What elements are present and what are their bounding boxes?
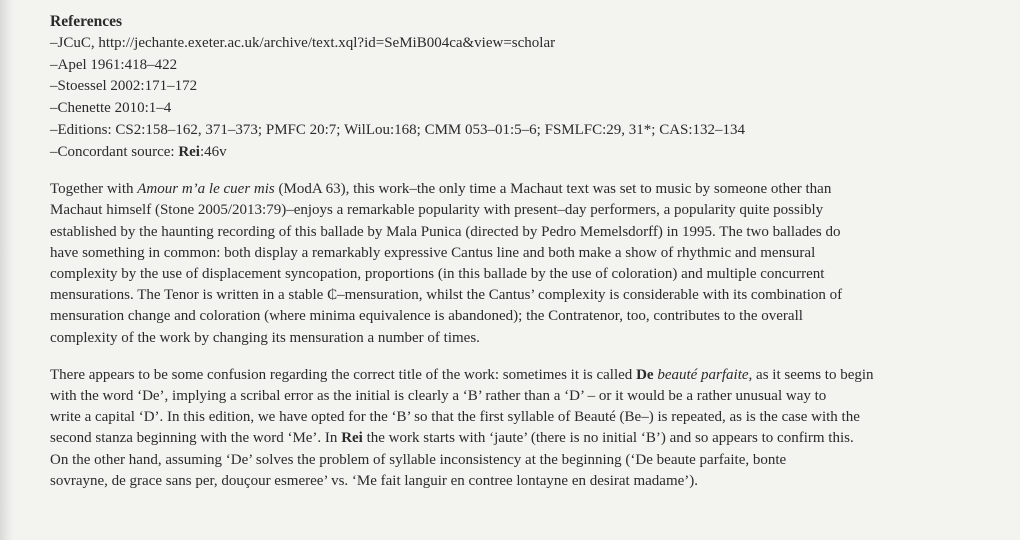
text-run: the work starts with ‘jaute’ (there is no initial ‘B’) and so appears to confirm this. [362, 430, 854, 447]
concordant-prefix: –Concordant source: [50, 143, 179, 160]
paragraph1-line [50, 328, 990, 349]
text-run: have something in common: both display a remarkably expressive Cantus line and both make a show of rhythmic and mensural [50, 244, 816, 261]
paragraph2-line [50, 407, 990, 428]
paragraph1-line [50, 285, 990, 306]
text-run: complexity by the use of displacement syncopation, proportions (in this ballade by the use of coloration) and multiple concurrent [50, 266, 825, 283]
reference-item-editions: –Editions: CS2:158–162, 371–373; PMFC 20:7; WilLou:168; CMM 053–01:5–6; FSMLFC:29, 31*; CAS:132–134 [50, 121, 746, 138]
text-run: On the other hand, assuming ‘De’ solves the problem of syllable inconsistency at the beginning (‘De beaute parfaite, bonte [50, 451, 787, 468]
text-run: sovrayne, de grace sans per, douçour esmeree’ vs. ‘Me fait languir en contree lontayne en desirat madame’). [50, 472, 699, 489]
text-run: write a capital ‘D’. In this edition, we have opted for the ‘B’ so that the first syllable of Beauté (Be–) is repeated, as is the case with the [50, 409, 860, 426]
text-run: as it seems to begin [752, 366, 874, 383]
paragraph2-line [50, 450, 990, 471]
paragraph1-line [50, 243, 990, 264]
paragraph2-line [50, 365, 990, 386]
references-heading: References [50, 13, 123, 30]
text-run: (ModA 63), this work–the only time a Machaut text was set to music by someone other than [274, 181, 832, 198]
paragraph2-line [50, 471, 990, 492]
paragraph2-line [50, 428, 990, 449]
text-run: established by the haunting recording of this ballade by Mala Punica (directed by Pedro Memelsdorff) in 1995. The two ballades do [50, 223, 841, 240]
paragraph2-line [50, 386, 990, 407]
paragraph1-line [50, 222, 990, 243]
paragraph1-line [50, 306, 990, 327]
bold-term: De [636, 366, 654, 383]
paragraph-popularity [50, 179, 990, 349]
concordant-source-siglum: Rei [178, 143, 200, 160]
references-section [50, 11, 990, 163]
text-run: There appears to be some confusion regarding the correct title of the work: sometimes it is called [50, 366, 637, 383]
italic-title: beauté parfaite, [657, 366, 753, 383]
page-edge-shadow [0, 0, 14, 540]
reference-item-concordant-source [50, 142, 990, 164]
text-run: with the word ‘De’, implying a scribal error as the initial is clearly a ‘B’ rather than a ‘D’ – or it would be a rather unusual way to [50, 388, 827, 405]
paragraph1-line [50, 200, 990, 221]
italic-title: Amour m’a le cuer mis [137, 181, 275, 198]
text-run: Machaut himself (Stone 2005/2013:79)–enjoys a remarkable popularity with present–day performers, a popularity quite possibly [50, 202, 824, 219]
text-run: mensurations. The Tenor is written in a stable ₵–mensuration, whilst the Cantus’ complexity is considerable with its combination of [50, 287, 843, 304]
bold-term: Rei [341, 430, 363, 447]
text-run: Together with [50, 181, 138, 198]
text-run: complexity of the work by changing its mensuration a number of times. [50, 329, 480, 346]
paragraph-title-confusion [50, 365, 990, 492]
document-page [50, 11, 990, 492]
reference-item-apel: –Apel 1961:418–422 [50, 56, 178, 73]
concordant-suffix: :46v [199, 143, 227, 160]
references-list [50, 33, 990, 163]
reference-item-stoessel: –Stoessel 2002:171–172 [50, 78, 198, 95]
text-run: mensuration change and coloration (where minima equivalence is abandoned); the Contratenor, too, contributes to the overall [50, 308, 803, 325]
reference-item-jcuc: –JCuC, http://jechante.exeter.ac.uk/archive/text.xql?id=SeMiB004ca&view=scholar [50, 35, 556, 51]
paragraph1-line [50, 179, 990, 200]
reference-item-chenette: –Chenette 2010:1–4 [50, 100, 172, 117]
text-run: second stanza beginning with the word ‘Me’. In [50, 430, 342, 447]
paragraph1-line [50, 264, 990, 285]
